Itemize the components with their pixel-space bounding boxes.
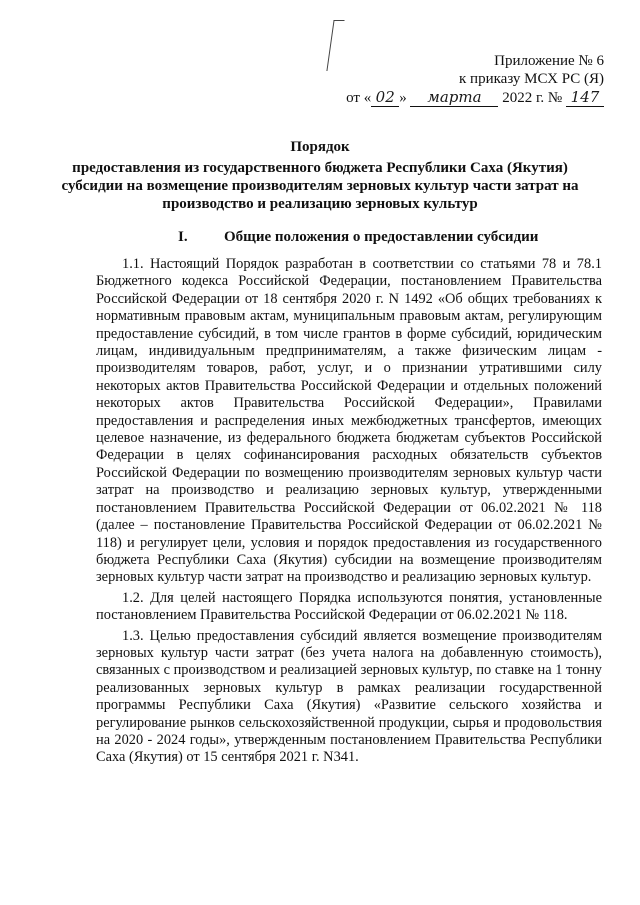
document-body [96, 256, 602, 767]
title-line-1: Порядок [290, 139, 350, 155]
appendix-order-ref: к приказу МСХ РС (Я) [459, 71, 604, 87]
handwritten-month: марта [410, 88, 498, 107]
appendix-date-line [346, 88, 604, 107]
handwritten-day: 02 [371, 88, 399, 107]
appendix-number: Приложение № 6 [494, 53, 604, 69]
binding-mark [326, 20, 344, 71]
handwritten-order-number: 147 [566, 88, 604, 107]
section-title: Общие положения о предоставлении субсидии [224, 229, 539, 245]
section-heading [178, 229, 538, 246]
document-title [60, 138, 580, 213]
date-year: 2022 г. № [502, 90, 563, 106]
paragraph-1-1: 1.1. Настоящий Порядок разработан в соответствии со статьями 78 и 78.1 Бюджетного кодекса Российской Федерации, постановлением Правительства Российской Федерации от 18 сентября 2020 г. N 1492 «Об общих требованиях к нормативным правовым актам, муниципальным правовым актам, регулирующим предоставление субсидий, в том числе грантов в форме субсидий, юридическим лицам, индивидуальным предпринимателям, а также физическим лицам - производителям товаров, работ, услуг, и о признании утратившими силу некоторых актов Правительства Российской Федерации и отдельных положений некоторых актов Правительства Российской Федерации», Правилами предоставления и распределения иных межбюджетных трансфертов, имеющих целевое назначение, из федерального бюджета бюджетам субъектов Российской Федерации в целях софинансирования расходных обязательств субъектов Российской Федерации по возмещению производителям зерновых культур части затрат на производство и реализацию зерновых культур, утвержденными постановлением Правительства Российской Федерации от 06.02.2021 № 118 (далее – постановление Правительства Российской Федерации от 06.02.2021 № 118) и регулирует цели, условия и порядок предоставления из государственного бюджета Республики Саха (Якутия) субсидии на возмещение производителям зерновых культур части затрат на производство и реализацию зерновых культур. [96, 256, 602, 586]
date-quote-close: » [399, 90, 407, 106]
paragraph-1-3: 1.3. Целью предоставления субсидий является возмещение производителям зерновых культур части затрат (без учета налога на добавленную стоимость), связанных с производством и реализацией зерновых культур, по ставке на 1 тонну реализованных зерновых культур в рамках реализации государственной программы Республики Саха (Якутия) «Развитие сельского хозяйства и регулирование рынков сельскохозяйственной продукции, сырья и продовольствия на 2020 - 2024 годы», утвержденным постановлением Правительства Республики Саха (Якутия) от 15 сентября 2021 г. N341. [96, 627, 602, 766]
title-line-2: предоставления из государственного бюджета Республики Саха (Якутия) субсидии на возмещение производителям зерновых культур части затрат на производство и реализацию зерновых культур [61, 160, 579, 212]
paragraph-1-2: 1.2. Для целей настоящего Порядка используются понятия, установленные постановлением Правительства Российской Федерации от 06.02.2021 № 118. [96, 589, 602, 624]
appendix-header [346, 52, 604, 107]
section-number: I. [178, 229, 188, 245]
date-prefix: от « [346, 90, 372, 106]
